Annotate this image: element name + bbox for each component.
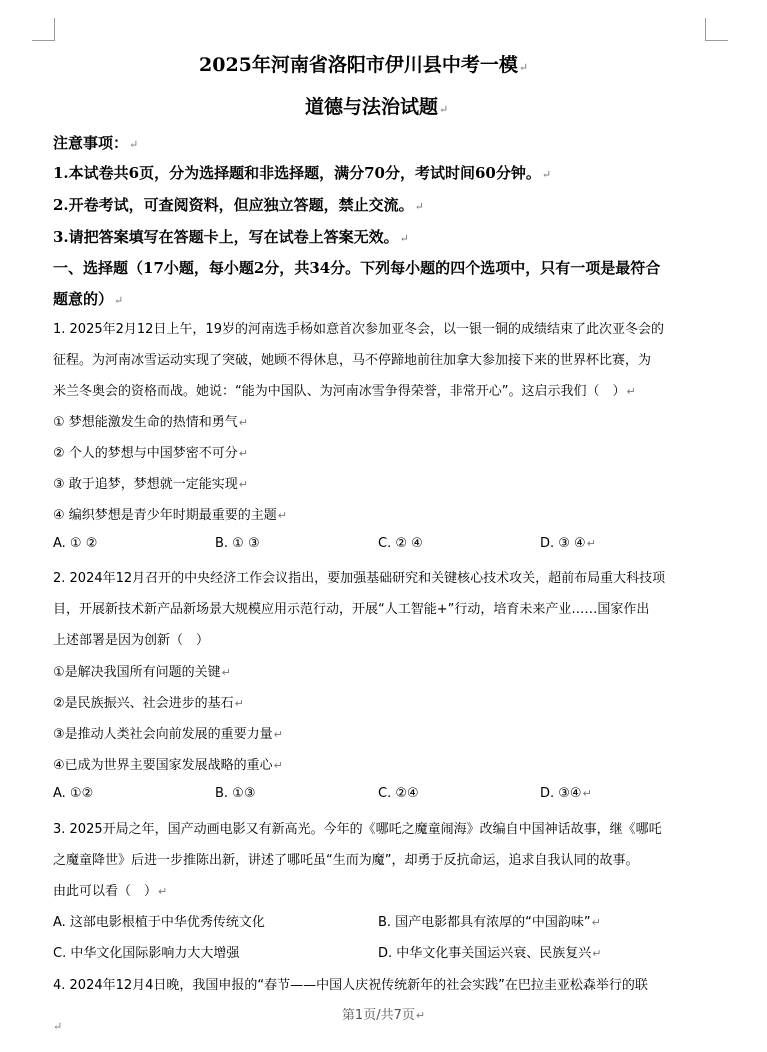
exam-title: 2025年河南省洛阳市伊川县中考一模↵ <box>199 54 529 76</box>
exam-subject: 道德与法治试题↵ <box>305 96 449 118</box>
notice-item: 2.开卷考试，可查阅资料，但应独立答题，禁止交流。↵ <box>53 196 424 214</box>
question-2-item: ②是民族振兴、社会进步的基石↵ <box>53 696 244 711</box>
notice-item: 3.请把答案填写在答题卡上，写在试卷上答案无效。↵ <box>53 228 409 246</box>
question-1-item: ② 个人的梦想与中国梦密不可分↵ <box>53 446 249 461</box>
question-1-item: ① 梦想能激发生命的热情和勇气↵ <box>53 415 249 430</box>
question-1-item: ④ 编织梦想是青少年时期最重要的主题↵ <box>53 508 288 523</box>
question-2-option-c: C. ②④ <box>378 786 419 801</box>
question-3-text: 3. 2025开局之年，国产动画电影又有新高光。今年的《哪吒之魔童闹海》改编自中国神话故事，继《哪吒 <box>53 822 662 837</box>
section-heading: 题意的）↵ <box>53 290 124 308</box>
question-1-option-b: B. ① ③ <box>215 536 260 551</box>
question-1-text: 1. 2025年2月12日上午，19岁的河南选手杨如意首次参加亚冬会，以一银一铜的成绩结束了此次亚冬会的 <box>53 322 664 337</box>
question-3-option-c: C. 中华文化国际影响力大大增强 <box>53 946 240 961</box>
question-2-item: ①是解决我国所有问题的关键↵ <box>53 665 231 680</box>
question-2-text: 上述部署是因为创新（ ） <box>53 633 210 648</box>
question-4-text: 4. 2024年12月4日晚，我国申报的“春节——中国人庆祝传统新年的社会实践”在巴拉圭亚松森举行的联 <box>53 978 648 993</box>
notice-item: 1.本试卷共6页，分为选择题和非选择题，满分70分，考试时间60分钟。↵ <box>53 164 552 182</box>
page-footer: 第1页/共7页↵ <box>341 1008 426 1023</box>
question-2-text: 2. 2024年12月召开的中央经济工作会议指出，要加强基础研究和关键核心技术攻关，超前布局重大科技项 <box>53 571 666 586</box>
question-1-text: 征程。为河南冰雪运动实现了突破，她顾不得休息，马不停蹄地前往加拿大参加接下来的世界杯比赛，为 <box>53 353 652 368</box>
page-corner-mark-top-right <box>705 18 728 41</box>
paragraph-mark: ↵ <box>53 1020 63 1033</box>
question-3-text: 由此可以看（ ）↵ <box>53 884 168 899</box>
question-3-text: 之魔童降世》后进一步推陈出新，讲述了哪吒虽“生而为魔”，却勇于反抗命运，追求自我认同的故事。 <box>53 853 639 868</box>
question-2-option-d: D. ③④↵ <box>540 786 592 801</box>
question-2-option-a: A. ①② <box>53 786 94 801</box>
question-3-option-b: B. 国产电影都具有浓厚的“中国韵味”↵ <box>378 915 601 930</box>
question-2-text: 目，开展新技术新产品新场景大规模应用示范行动，开展“人工智能+”行动，培育未来产业……国家作出 <box>53 602 650 617</box>
question-1-item: ③ 敢于追梦，梦想就一定能实现↵ <box>53 477 249 492</box>
question-1-option-c: C. ② ④ <box>378 536 423 551</box>
question-2-option-b: B. ①③ <box>215 786 256 801</box>
notice-heading: 注意事项：↵ <box>53 134 139 152</box>
question-1-option-a: A. ① ② <box>53 536 98 551</box>
question-2-item: ③是推动人类社会向前发展的重要力量↵ <box>53 727 283 742</box>
question-1-option-d: D. ③ ④↵ <box>540 536 596 551</box>
question-2-item: ④已成为世界主要国家发展战略的重心↵ <box>53 758 283 773</box>
page-corner-mark-top-left <box>32 18 55 41</box>
question-1-text: 米兰冬奥会的资格而战。她说：“能为中国队、为河南冰雪争得荣誉，非常开心”。这启示我们（ ）↵ <box>53 384 636 399</box>
section-heading: 一、选择题（17小题，每小题2分，共34分。下列每小题的四个选项中，只有一项是最符合 <box>53 259 661 277</box>
question-3-option-d: D. 中华文化事关国运兴衰、民族复兴↵ <box>378 946 602 961</box>
question-3-option-a: A. 这部电影根植于中华优秀传统文化 <box>53 915 265 930</box>
